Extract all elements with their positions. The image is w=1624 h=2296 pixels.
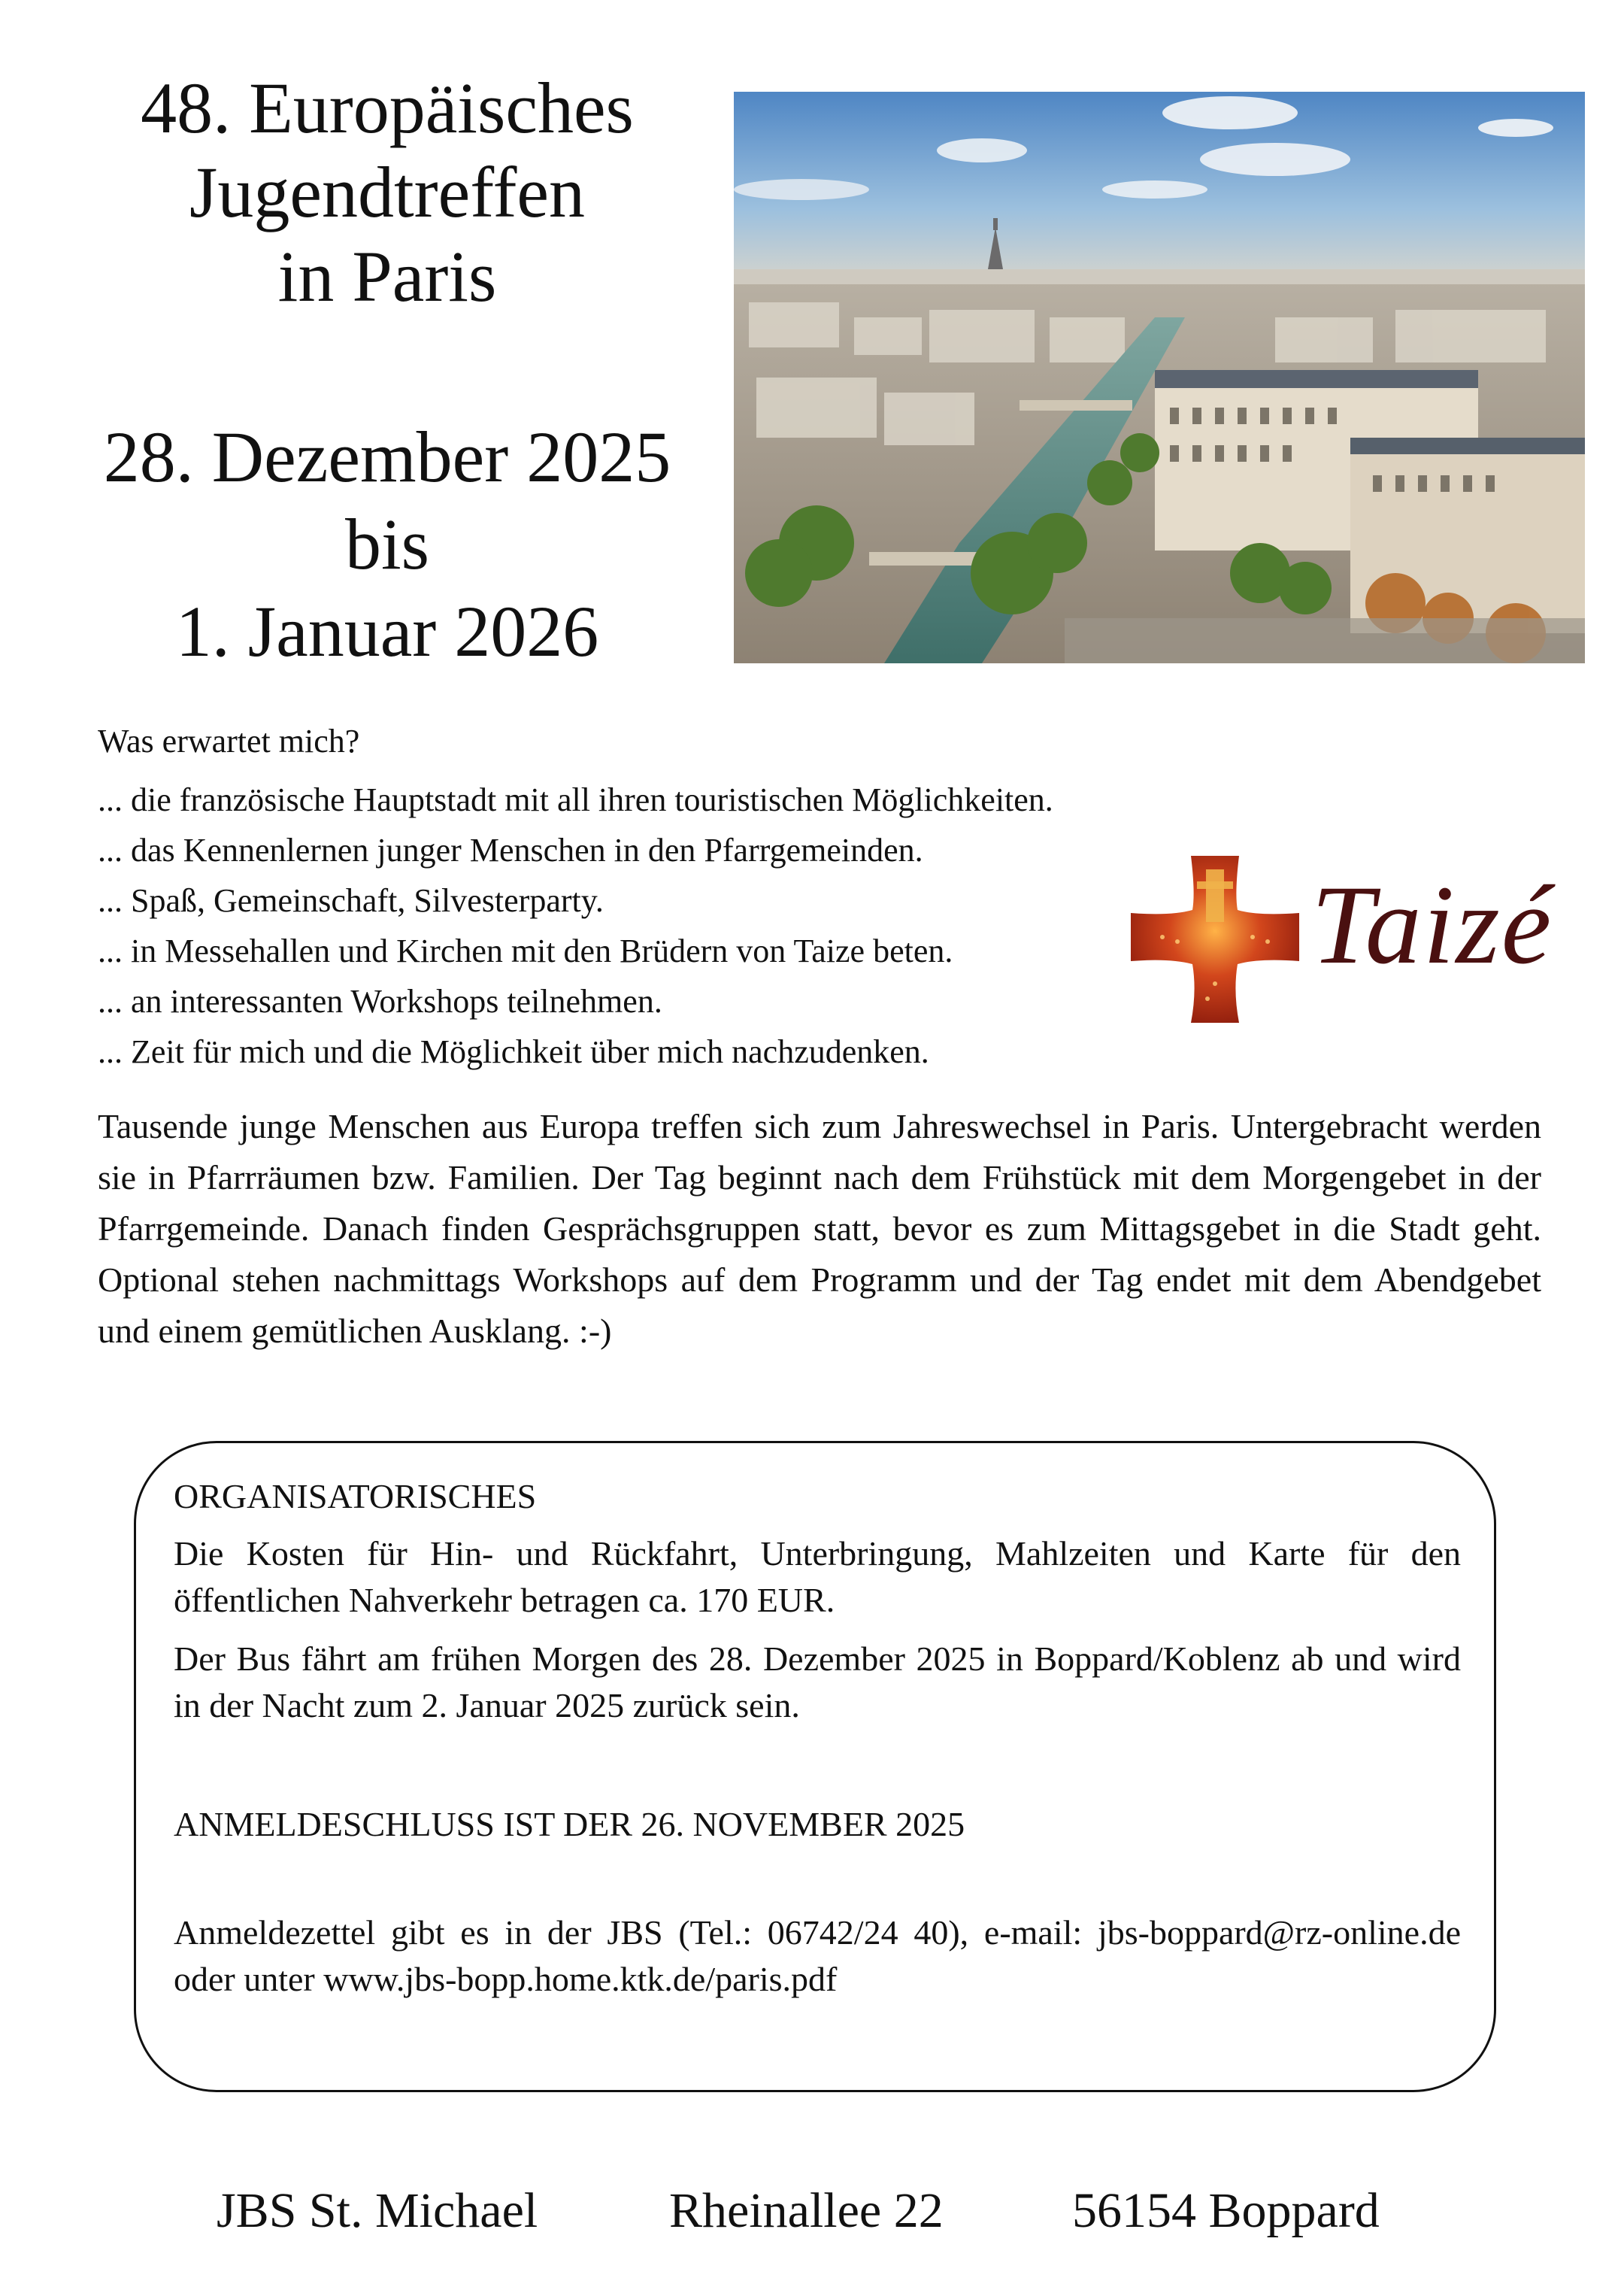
date-start: 28. Dezember 2025 [103,417,671,497]
registration-deadline: ANMELDESCHLUSS IST DER 26. NOVEMBER 2025 [174,1805,965,1843]
organization-box [134,1441,1496,2092]
expectations-list [98,775,1053,1077]
org-heading: ORGANISATORISCHES [174,1477,537,1515]
title-line-1: 48. Europäisches [141,68,634,148]
title-line-3: in Paris [277,236,497,317]
taize-cross-icon [1125,848,1305,1029]
list-item: ... das Kennenlernen junger Menschen in den Pfarrgemeinden. [98,832,923,869]
date-end: 1. Januar 2026 [175,591,599,672]
list-item: ... Spaß, Gemeinschaft, Silvesterparty. [98,882,604,919]
org-bus-info: Der Bus fährt am frühen Morgen des 28. Dezember 2025 in Boppard/Koblenz ab und wird in der Nacht zum 2. Januar 2025 zurück sein. [174,1639,1461,1724]
event-title [45,66,729,319]
list-item: ... an interessanten Workshops teilnehmen. [98,983,662,1020]
footer-name: JBS St. Michael [217,2183,538,2238]
footer-street: Rheinallee 22 [669,2183,944,2238]
event-dates [45,414,729,675]
footer-city: 56154 Boppard [1072,2183,1380,2238]
list-item: ... die französische Hauptstadt mit all ihren touristischen Möglichkeiten. [98,781,1053,818]
registration-info: Anmeldezettel gibt es in der JBS (Tel.: 06742/24 40), e-mail: jbs-boppard@rz-online.de oder unter www.jbs-bopp.home.ktk.de/paris.pdf [174,1913,1461,1998]
title-line-2: Jugendtreffen [189,152,586,232]
date-separator: bis [344,504,430,584]
program-description: Tausende junge Menschen aus Europa treffen sich zum Jahreswechsel in Paris. Untergebracht werden sie in Pfarrräumen bzw. Familien. Der Tag beginnt nach dem Frühstück mit dem Morgengebet in der Pfarrgemeinde. Danach finden Gesprächsgruppen statt, bevor es zum Mittagsgebet in die Stadt geht. Optional stehen nachmittags Workshops auf dem Programm und der Tag endet mit dem Abendgebet und einem gemütlichen Ausklang. :-) [98,1107,1541,1350]
paris-cityscape-photo [734,92,1585,663]
org-costs: Die Kosten für Hin- und Rückfahrt, Unterbringung, Mahlzeiten und Karte für den öffentlichen Nahverkehr betragen ca. 170 EUR. [174,1534,1461,1619]
taize-wordmark: Taizé [1311,863,1553,987]
intro-question: Was erwartet mich? [98,723,360,760]
taize-logo [1125,848,1591,1029]
list-item: ... in Messehallen und Kirchen mit den Brüdern von Taize beten. [98,933,953,969]
list-item: ... Zeit für mich und die Möglichkeit über mich nachzudenken. [98,1033,929,1070]
